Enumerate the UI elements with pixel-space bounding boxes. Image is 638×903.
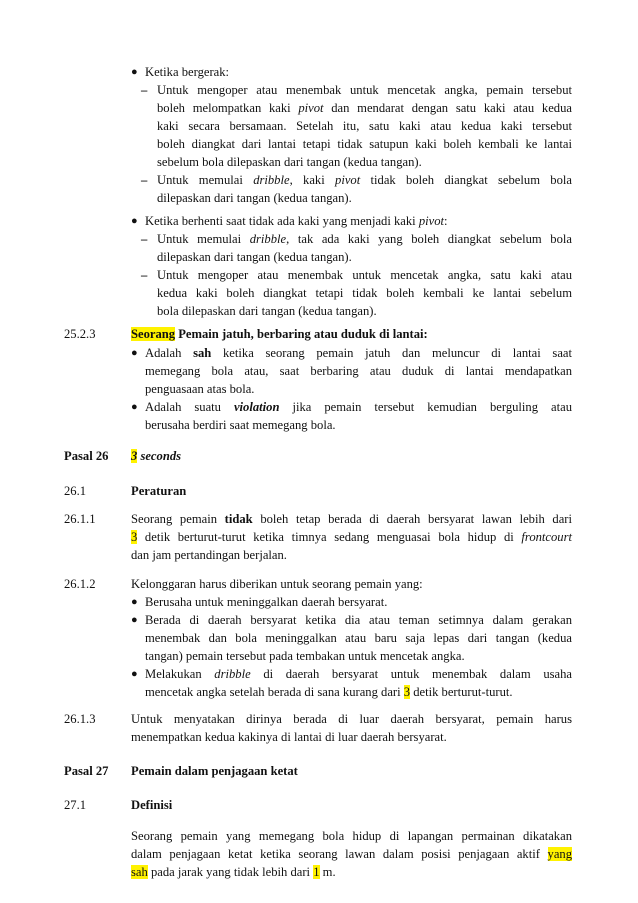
s27-1-line3: sah pada jarak yang tidak lebih dari 1 m. — [131, 865, 336, 879]
section-title: Definisi — [131, 798, 173, 812]
dash-icon: – — [141, 83, 148, 97]
s25-b2-line2: berusaha berdiri saat memegang bola. — [145, 418, 336, 432]
stop-dash2-line3: bola dilepaskan dari tangan (kedua tangan). — [157, 304, 377, 318]
pasal-number: Pasal 27 — [64, 764, 109, 778]
section-number: 26.1 — [64, 484, 87, 498]
section-number: 26.1.3 — [64, 712, 96, 726]
s27-1-line2: dalam penjagaan ketat ketika seorang lawan dalam posisi penjagaan aktif yang — [131, 847, 572, 861]
bullet-icon: ● — [131, 614, 138, 626]
stop-dash2-line2: kedua kaki boleh diangkat tetapi tidak boleh kembali ke lantai sebelum — [157, 286, 572, 300]
dash-icon: – — [141, 173, 148, 187]
section-number: 27.1 — [64, 798, 87, 812]
s26-1-2-b2-line1: Berada di daerah bersyarat ketika dia atau teman setimnya dalam gerakan — [145, 613, 572, 627]
s26-1-2-b1: Berusaha untuk meninggalkan daerah bersyarat. — [145, 595, 388, 609]
s26-1-2-b2-line2: menembak dan bola meninggalkan atau baru saja lepas dari tangan (kedua — [145, 631, 572, 645]
s27-1-line1: Seorang pemain yang memegang bola hidup di lapangan permainan dikatakan — [131, 829, 572, 843]
bullet-icon: ● — [131, 215, 138, 227]
dash-icon: – — [141, 268, 148, 282]
pasal-title: 3 seconds — [131, 449, 182, 463]
moving-dash1-line5: sebelum bola dilepaskan dari tangan (kedua tangan). — [157, 155, 422, 169]
s25-b1-line1: Adalah sah ketika seorang pemain jatuh dan meluncur di lantai saat — [145, 346, 572, 360]
moving-label: Ketika bergerak: — [145, 65, 230, 79]
s25-b1-line2: memegang bola atau, saat berbaring atau duduk di lantai mendapatkan — [145, 364, 572, 378]
s26-1-1-line1: Seorang pemain tidak boleh tetap berada di daerah bersyarat lawan lebih dari — [131, 512, 572, 526]
s25-b1-line3: penguasaan atas bola. — [145, 382, 255, 396]
s26-1-1-line2: 3 detik berturut-turut ketika timnya sedang menguasai bola hidup di frontcourt — [131, 530, 572, 544]
s26-1-2-b3-line2: mencetak angka setelah berada di sana kurang dari 3 detik berturut-turut. — [145, 685, 513, 699]
s26-1-2-intro: Kelonggaran harus diberikan untuk seorang pemain yang: — [131, 577, 423, 591]
section-number: 25.2.3 — [64, 327, 96, 341]
bullet-icon: ● — [131, 596, 138, 608]
s26-1-2-b3-line1: Melakukan dribble di daerah bersyarat untuk menembak dalam usaha — [145, 667, 572, 681]
moving-dash2-line1: Untuk memulai dribble, kaki pivot tidak boleh diangkat sebelum bola — [157, 173, 572, 187]
stop-dash1-line1: Untuk memulai dribble, tak ada kaki yang boleh diangkat sebelum bola — [157, 232, 572, 246]
moving-dash2-line2: dilepaskan dari tangan (kedua tangan). — [157, 191, 352, 205]
s26-1-2-b2-line3: tangan) pemain tersebut pada tembakan untuk mencetak angka. — [145, 649, 465, 663]
stop-label: Ketika berhenti saat tidak ada kaki yang menjadi kaki pivot: — [145, 214, 448, 228]
s25-b2-line1: Adalah suatu violation jika pemain tersebut kemudian berguling atau — [145, 400, 572, 414]
section-heading: Seorang Pemain jatuh, berbaring atau duduk di lantai: — [131, 327, 428, 341]
bullet-icon: ● — [131, 668, 138, 680]
stop-dash1-line2: dilepaskan dari tangan (kedua tangan). — [157, 250, 352, 264]
stop-dash2-line1: Untuk mengoper atau menembak untuk mencetak angka, satu kaki atau — [157, 268, 572, 282]
moving-dash1-line3: kaki secara bersamaan. Setelah itu, satu kaki atau kedua kaki tersebut — [157, 119, 572, 133]
section-number: 26.1.2 — [64, 577, 96, 591]
moving-dash1-line4: boleh diangkat dari lantai tetapi tidak satupun kaki boleh kembali ke lantai — [157, 137, 572, 151]
bullet-icon: ● — [131, 66, 138, 78]
moving-dash1-line1: Untuk mengoper atau menembak untuk mencetak angka, pemain tersebut — [157, 83, 572, 97]
s26-1-3-line1: Untuk menyatakan dirinya berada di luar daerah bersyarat, pemain harus — [131, 712, 572, 726]
section-title: Peraturan — [131, 484, 187, 498]
s26-1-1-line3: dan jam pertandingan berjalan. — [131, 548, 287, 562]
bullet-icon: ● — [131, 401, 138, 413]
s26-1-3-line2: menempatkan kedua kakinya di lantai di luar daerah bersyarat. — [131, 730, 447, 744]
section-number: 26.1.1 — [64, 512, 96, 526]
pasal-number: Pasal 26 — [64, 449, 109, 463]
bullet-icon: ● — [131, 347, 138, 359]
dash-icon: – — [141, 232, 148, 246]
pasal-title: Pemain dalam penjagaan ketat — [131, 764, 298, 778]
moving-dash1-line2: boleh melompatkan kaki pivot dan mendarat dengan satu kaki atau kedua — [157, 101, 572, 115]
